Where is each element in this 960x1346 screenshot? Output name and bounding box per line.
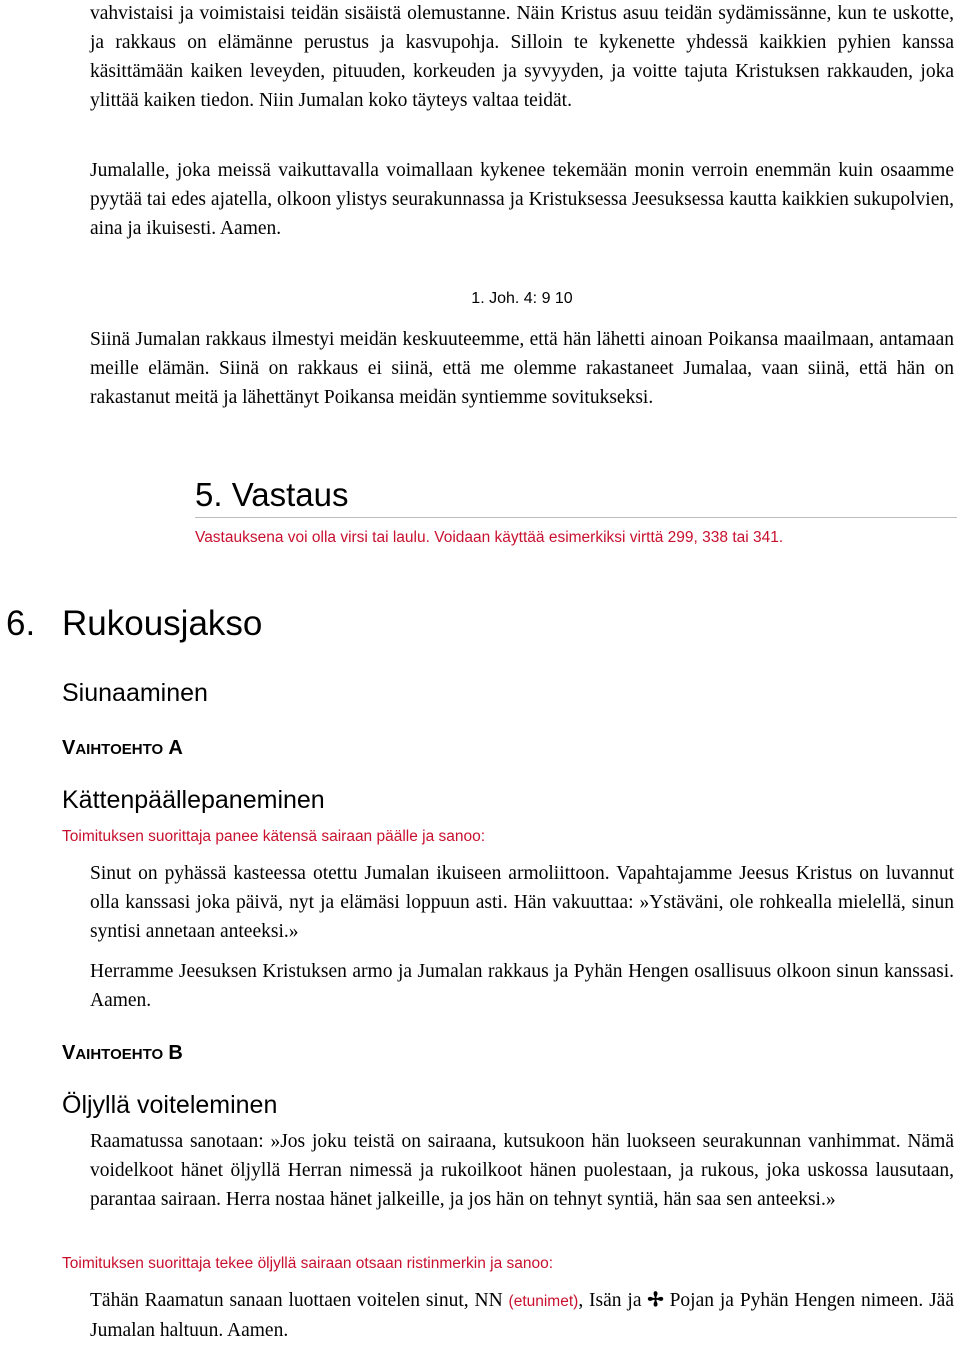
option-a-paragraph-1: Sinut on pyhässä kasteessa otettu Jumalan ikuiseen armoliittoon. Vapahtajamme Jeesus Kristus on luvannut olla kanssasi joka päivä, nyt ja elämäsi loppuun asti. Hän vakuuttaa: »Ystäväni, ole rohkealla mielellä, sinun syntisi annetaan anteeksi.» (90, 863, 954, 942)
section-5-heading: 5. Vastaus (195, 474, 957, 518)
option-b-p2-mid: , Isän ja (578, 1290, 648, 1311)
instruction-option-a: Toimituksen suorittaja panee kätensä sairaan päälle ja sanoo: (62, 828, 486, 845)
section-6-title: Rukousjakso (62, 604, 263, 643)
scripture-text: Siinä Jumalan rakkaus ilmestyi meidän keskuuteemme, että hän lähetti ainoan Poikansa maailmaan, antamaan meille elämän. Siinä on rakkaus ei siinä, että me olemme rakastaneet Jumalaa, vaan siinä, että hän on rakastanut meitä ja lähettänyt Poikansa meidän syntiemme sovitukseksi. (90, 329, 954, 408)
option-b-paragraph-2 (90, 1286, 954, 1345)
section-6-heading (6, 602, 262, 646)
subheading-kattenpaallepaneminen: Kättenpäällepaneminen (62, 786, 325, 814)
section-5-note: Vastauksena voi olla virsi tai laulu. Voidaan käyttää esimerkiksi virttä 299, 338 tai 341. (195, 529, 784, 546)
option-b-p2-start: Tähän Raamatun sanaan luottaen voitelen sinut, NN (90, 1290, 509, 1311)
option-a-label-rest: AIHTOEHTO (75, 741, 164, 758)
scripture-reference: 1. Joh. 4: 9 10 (471, 290, 573, 307)
option-a-label-initial: V (62, 737, 76, 759)
instruction-option-b: Toimituksen suorittaja tekee öljyllä sairaan otsaan ristinmerkin ja sanoo: (62, 1255, 554, 1272)
option-b-label-initial: V (62, 1042, 76, 1064)
option-b-paragraph-1: Raamatussa sanotaan: »Jos joku teistä on sairaana, kutsukoon hän luokseen seurakunnan vanhimmat. Nämä voidelkoot hänet öljyllä Herran nimessä ja rukoilkoot hänen puolestaan, ja rukous, joka uskossa lausutaan, parantaa sairaan. Herra nostaa hänet jalkeille, ja jos hän on tehnyt syntiä, hän saa sen anteeksi.» (90, 1131, 954, 1210)
option-a-label-letter: A (168, 737, 183, 759)
etunimet-hint: (etunimet) (508, 1293, 579, 1310)
subheading-oljylla-voiteleminen: Öljyllä voiteleminen (62, 1091, 278, 1119)
option-b-p2-end: Pojan ja Pyhän Hengen nimeen. Jää Jumalan haltuun. Aamen. (90, 1290, 954, 1341)
option-b-label-letter: B (168, 1042, 183, 1064)
intro-paragraph-2: Jumalalle, joka meissä vaikuttavalla voimallaan kykenee tekemään monin verroin enemmän kuin osaamme pyytää tai edes ajatella, olkoon ylistys seurakunnassa ja Kristuksessa Jeesuksessa kautta kaikkien sukupolvien, aina ja ikuisesti. Aamen. (90, 160, 954, 239)
section-6-number: 6. (6, 604, 36, 643)
subheading-siunaaminen: Siunaaminen (62, 679, 208, 707)
cross-icon: ✢ (647, 1290, 664, 1311)
option-b-label-rest: AIHTOEHTO (75, 1046, 164, 1063)
option-a-label (62, 736, 183, 762)
intro-paragraph-1: vahvistaisi ja voimistaisi teidän sisäistä olemustanne. Näin Kristus asuu teidän sydämissänne, kun te uskotte, ja rakkaus on elämänne perustus ja kasvupohja. Silloin te kykenette yhdessä kaikkien pyhien kanssa käsittämään kaiken leveyden, pituuden, korkeuden ja syvyyden, ja voitte tajuta Kristuksen rakkauden, joka ylittää kaiken tiedon. Niin Jumalan koko täyteys valtaa teidät. (90, 3, 954, 111)
option-b-label (62, 1041, 183, 1067)
option-a-paragraph-2: Herramme Jeesuksen Kristuksen armo ja Jumalan rakkaus ja Pyhän Hengen osallisuus olkoon sinun kanssasi. Aamen. (90, 961, 954, 1011)
